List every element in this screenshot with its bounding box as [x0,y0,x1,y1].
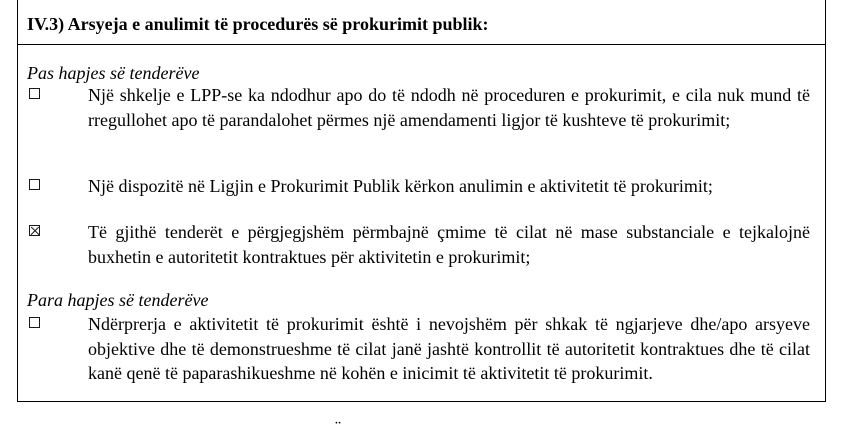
group-label-before-opening: Para hapjes së tenderëve [27,290,209,310]
option-text-law-provision: Një dispozitë në Ligjin e Prokurimit Publik kërkon anulimin e aktivitetit të prokurimit; [88,176,713,196]
option-text-lpp-violation: Një shkelje e LPP-se ka ndodhur apo do të ndodh në proceduren e prokurimit, e cila nuk mund të rregullohet apo të parandalohet përmes një amendamenti ligjor të kushteve të prokurimit; [88,85,810,130]
option-checkbox-law-provision[interactable] [29,179,40,190]
group-label-after-opening: Pas hapjes së tenderëve [27,63,200,83]
heading-divider [17,44,826,45]
option-checkbox-lpp-violation[interactable] [29,88,40,99]
option-text-objective-reasons: Ndërprerja e aktivitetit të prokurimit është i nevojshëm për shkak të ngjarjeve dhe/apo arsyeve objektive dhe të demonstrueshme të cilat janë jashtë kontrollit të autoritetit kontraktues dhe të cilat kanë qenë të paparashikueshme në kohën e inicimit të aktivitetit të prokurimit. [88,314,810,383]
option-checkbox-prices-exceed-budget[interactable] [29,225,40,236]
footer-mark: ¨ [335,417,341,437]
option-checkbox-objective-reasons[interactable] [29,317,40,328]
option-text-prices-exceed-budget: Të gjithë tenderët e përgjegjshëm përmbajnë çmime të cilat në mase substanciale e tejkalojnë buxhetin e autoritetit kontraktues për aktivitetin e prokurimit; [88,222,810,267]
section-heading: IV.3) Arsyeja e anulimit të procedurës së prokurimit publik: [27,14,489,34]
